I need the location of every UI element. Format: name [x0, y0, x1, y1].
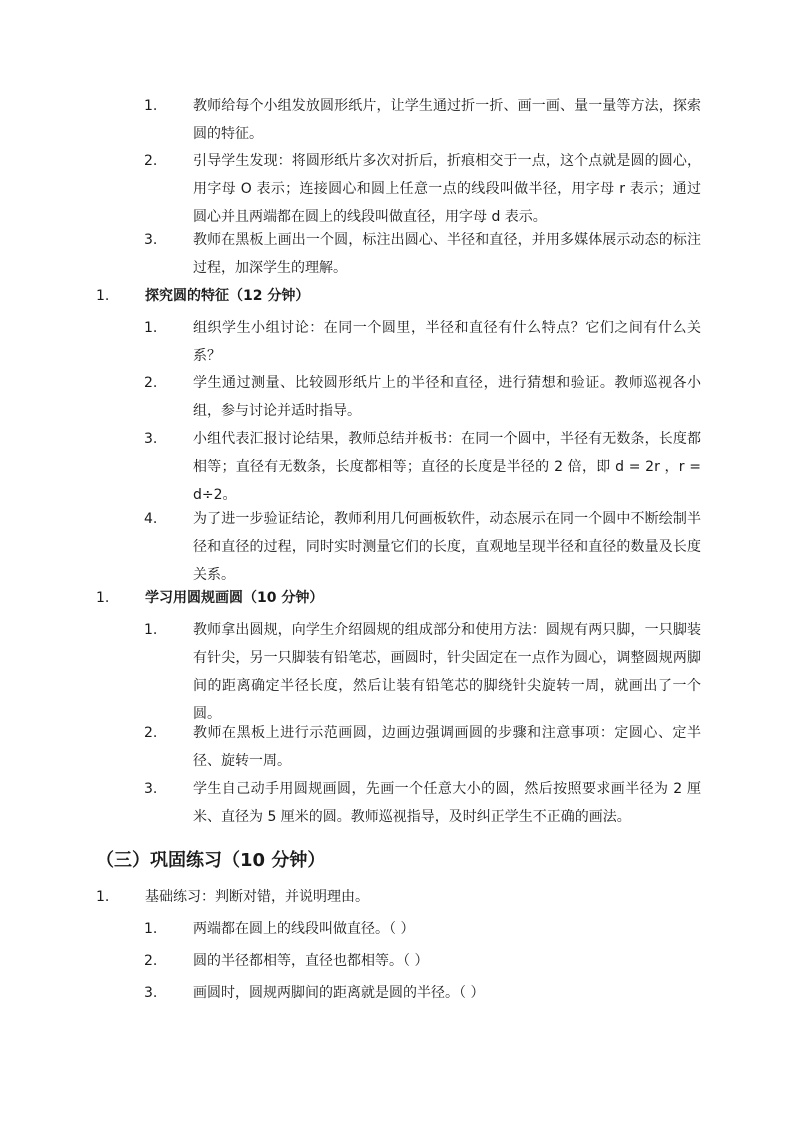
- list-number: 2.: [144, 953, 158, 969]
- section-text: 基础练习：判断对错，并说明理由。: [145, 889, 369, 905]
- section-heading: （三）巩固练习（10 分钟）: [96, 850, 326, 871]
- list-text: 为了进一步验证结论，教师利用几何画板软件，动态展示在同一个圆中不断绘制半径和直径的过程，同时实时测量它们的长度，直观地呈现半径和直径的数量及长度关系。: [193, 511, 701, 583]
- list-text: 小组代表汇报讨论结果，教师总结并板书：在同一个圆中，半径有无数条，长度都相等；直径有无数条，长度都相等；直径的长度是半径的 2 倍，即 d = 2r ，r = d÷2。: [193, 431, 701, 503]
- list-number: 1.: [144, 921, 158, 937]
- list-number: 3.: [144, 431, 158, 447]
- list-text: 教师在黑板上画出一个圆，标注出圆心、半径和直径，并用多媒体展示动态的标注过程，加深学生的理解。: [193, 232, 701, 276]
- list-number: 3.: [144, 232, 158, 248]
- list-text: 组织学生小组讨论：在同一个圆里，半径和直径有什么特点？它们之间有什么关系？: [193, 320, 701, 364]
- section-title: 学习用圆规画圆（10 分钟）: [145, 590, 324, 606]
- list-number: 1.: [144, 320, 158, 336]
- list-text: 两端都在圆上的线段叫做直径。（ ）: [193, 921, 415, 937]
- list-text: 教师拿出圆规，向学生介绍圆规的组成部分和使用方法：圆规有两只脚，一只脚装有针尖，另一只脚装有铅笔芯，画圆时，针尖固定在一点作为圆心，调整圆规两脚间的距离确定半径长度，然后让装有铅笔芯的脚绕针尖旋转一周，就画出了一个圆。: [193, 622, 701, 722]
- list-text: 引导学生发现：将圆形纸片多次对折后，折痕相交于一点，这个点就是圆的圆心，用字母 O 表示；连接圆心和圆上任意一点的线段叫做半径，用字母 r 表示；通过圆心并且两端都在圆上的线段叫做直径，用字母 d 表示。: [193, 153, 701, 225]
- section-number: 1.: [96, 288, 110, 304]
- section-number: 1.: [96, 889, 110, 905]
- section-number: 1.: [96, 590, 110, 606]
- list-number: 4.: [144, 511, 158, 527]
- list-number: 1.: [144, 98, 158, 114]
- list-number: 2.: [144, 725, 158, 741]
- list-number: 1.: [144, 622, 158, 638]
- list-number: 3.: [144, 781, 158, 797]
- list-text: 教师在黑板上进行示范画圆，边画边强调画圆的步骤和注意事项：定圆心、定半径、旋转一周。: [193, 725, 701, 769]
- list-number: 2.: [144, 375, 158, 391]
- list-text: 圆的半径都相等，直径也都相等。（ ）: [193, 953, 429, 969]
- list-text: 学生通过测量、比较圆形纸片上的半径和直径，进行猜想和验证。教师巡视各小组，参与讨论并适时指导。: [193, 375, 701, 419]
- list-text: 教师给每个小组发放圆形纸片，让学生通过折一折、画一画、量一量等方法，探索圆的特征。: [193, 98, 701, 142]
- list-number: 3.: [144, 985, 158, 1001]
- list-number: 2.: [144, 153, 158, 169]
- list-text: 学生自己动手用圆规画圆，先画一个任意大小的圆，然后按照要求画半径为 2 厘米、直径为 5 厘米的圆。教师巡视指导，及时纠正学生不正确的画法。: [193, 781, 701, 825]
- section-title: 探究圆的特征（12 分钟）: [145, 288, 310, 304]
- list-text: 画圆时，圆规两脚间的距离就是圆的半径。（ ）: [193, 985, 485, 1001]
